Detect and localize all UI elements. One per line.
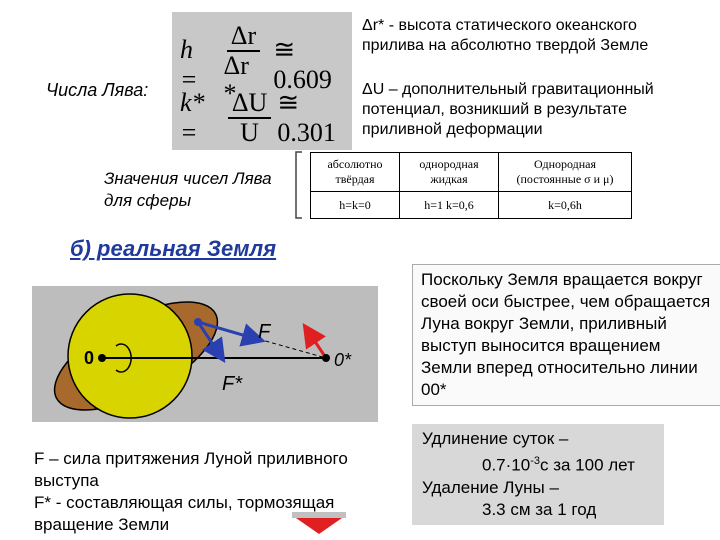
formula-h-numerator: Δr [227,22,260,52]
day-length-exp: -3 [530,455,540,467]
legend-fstar: F* - составляющая силы, тормозящая вращение Земли [34,493,335,534]
formula-k-numerator: ΔU [228,89,272,119]
day-length-line1: Удлинение суток – [422,429,569,448]
formula-k [180,88,352,148]
sphere-note: Значения чисел Лява для сферы [104,169,272,210]
label-fstar: F* [222,373,242,395]
label-0: 0 [84,348,95,368]
love-table [310,152,632,219]
table-cell: h=k=0 [311,192,400,219]
tidal-diagram-svg [32,286,378,422]
day-length-line2 [422,450,654,477]
formula-h-value: ≅ 0.609 [273,35,332,94]
table-header-cell: однородная жидкая [400,153,499,192]
moon-dot [322,354,330,362]
table-header-row [311,153,632,192]
down-arrow-icon [292,512,346,536]
section-title: б) реальная Земля [70,236,277,261]
tidal-diagram [32,286,378,422]
formula-k-fraction [228,89,272,147]
formula-k-denominator: U [240,118,259,147]
formula-k-lhs: k* = [180,88,205,147]
formula-h-lhs: h = [180,35,198,94]
explanation-box: Поскольку Земля вращается вокруг своей оси быстрее, чем обращается Луна вокруг Земли, приливный выступ выносится вращением Земли вперед относительно линии 00* [412,264,720,406]
day-length-value: 0.7·10 [482,455,531,475]
label-0star: 0* [334,350,352,370]
day-length-line3: Удаление Луны – [422,477,559,497]
desc-delta-r: Δr* - высота статического океанского прилива на абсолютно твердой Земле [362,17,649,54]
bracket-icon [290,150,306,220]
day-length-box [412,424,664,525]
label-f: F [258,321,271,343]
formula-box [172,12,352,150]
table-row [311,192,632,219]
formula-k-value: ≅ 0.301 [277,88,336,147]
desc-delta-u: ΔU – дополнительный гравитационный потенциал, возникший в результате приливной деформации [362,81,654,138]
love-numbers-label: Числа Лява: [46,80,149,100]
bulge-point [194,318,202,326]
earth-center-dot [98,354,106,362]
day-length-suffix: с за 100 лет [539,455,635,475]
formula-h-denominator: Δr * [223,51,249,108]
table-header-cell: Однородная (постоянные σ и μ) [499,153,632,192]
table-cell: h=1 k=0,6 [400,192,499,219]
table-header-cell: абсолютно твёрдая [311,153,400,192]
day-length-line4: 3.3 см за 1 год [482,499,597,519]
legend-f: F – сила притяжения Луной приливного выступа [34,449,348,490]
table-cell: k=0,6h [499,192,632,219]
